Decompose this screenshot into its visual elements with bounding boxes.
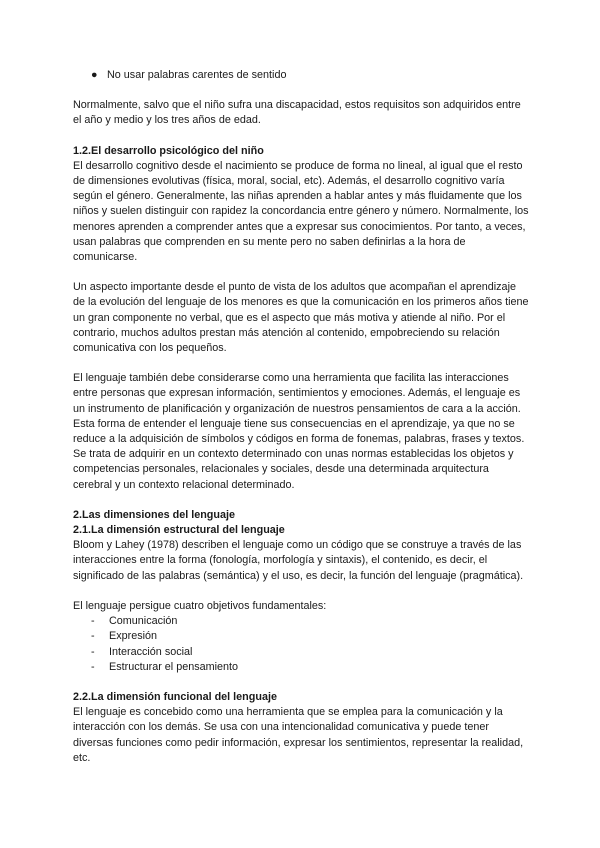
paragraph-nonverbal-communication: Un aspecto importante desde el punto de vista de los adultos que acompañan el aprendizaje de la evolución del lenguaje de los menores es que la comunicación en los primeros años tiene un gran componente no verbal, que es el aspecto que más motiva y atiende al niño. Por el contrario, muchos adultos prestan más atención al contenido, empobreciendo su relación comunicativa con los pequeños.	[73, 281, 529, 355]
paragraph-language-tool: El lenguaje también debe considerarse como una herramienta que facilita las interacciones entre personas que expresan información, sentimientos y emociones. Además, el lenguaje es un instrumento de planificación y organización de nuestros pensamientos de cara a la acción. Esta forma de entender el lenguaje tiene sus consecuencias en el aprendizaje, ya que no se reduce a la adquisición de símbolos y códigos en forma de fonemas, palabras, frases y textos. Se trata de adquirir en un contexto determinado con unas normas establecidas los objetos y competencias personales, relacionales y sociales, desde una determinada arquitectura cerebral y un contexto relacional determinado.	[73, 372, 525, 491]
list-item-text: Interacción social	[109, 645, 193, 658]
list-item	[73, 629, 530, 644]
list-item	[73, 645, 530, 660]
list-item	[73, 614, 530, 629]
list-item-text: Comunicación	[109, 615, 178, 628]
bullet-text: No usar palabras carentes de sentido	[107, 69, 287, 81]
dash-marker: -	[91, 645, 95, 658]
list-item	[73, 660, 530, 675]
objectives-list	[73, 614, 530, 675]
paragraph-bloom-lahey: Bloom y Lahey (1978) describen el lenguaje como un código que se construye a través de las interacciones entre la forma (fonología, morfología y sintaxis), el contenido, es decir, el significado de las palabras (semántica) y el uso, es decir, la función del lenguaje (pragmática).	[73, 539, 524, 582]
list-item-text: Estructurar el pensamiento	[109, 660, 239, 673]
paragraph-functional-dimension: El lenguaje es concebido como una herramienta que se emplea para la comunicación y la interacción con los demás. Se usa con una intencionalidad comunicativa y puede tener diversas funciones como pedir información, expresar los sentimientos, representar la realidad, etc.	[73, 706, 524, 764]
heading-2-2: 2.2.La dimensión funcional del lenguaje	[73, 690, 277, 703]
dash-marker: -	[91, 630, 95, 643]
dash-marker: -	[91, 660, 95, 673]
paragraph-objectives-intro: El lenguaje persigue cuatro objetivos fundamentales:	[73, 599, 327, 612]
dash-marker: -	[91, 615, 95, 628]
intro-paragraph: Normalmente, salvo que el niño sufra una discapacidad, estos requisitos son adquiridos entre el año y medio y los tres años de edad.	[73, 99, 521, 127]
heading-2: 2.Las dimensiones del lenguaje	[73, 508, 236, 521]
list-item-text: Expresión	[109, 630, 158, 643]
heading-2-1: 2.1.La dimensión estructural del lenguaje	[73, 524, 285, 537]
bullet-item	[73, 68, 530, 83]
heading-1-2: 1.2.El desarrollo psicológico del niño	[73, 144, 264, 157]
bullet-dot-icon: ●	[91, 69, 98, 81]
paragraph-cognitive-development: El desarrollo cognitivo desde el nacimiento se produce de forma no lineal, al igual que el resto de dimensiones evolutivas (física, moral, social, etc). Además, el desarrollo cognitivo varía según el género. Generalmente, las niñas aprenden a hablar antes y más fluidamente que los niños y suelen distinguir con rapidez la concordancia entre género y número. Normalmente, los menores aprenden a comprender antes que a expresar sus conocimientos. Por tanto, a veces, usan palabras que comprenden en su mente pero no saben definirlas a la hora de comunicarse.	[73, 159, 529, 264]
